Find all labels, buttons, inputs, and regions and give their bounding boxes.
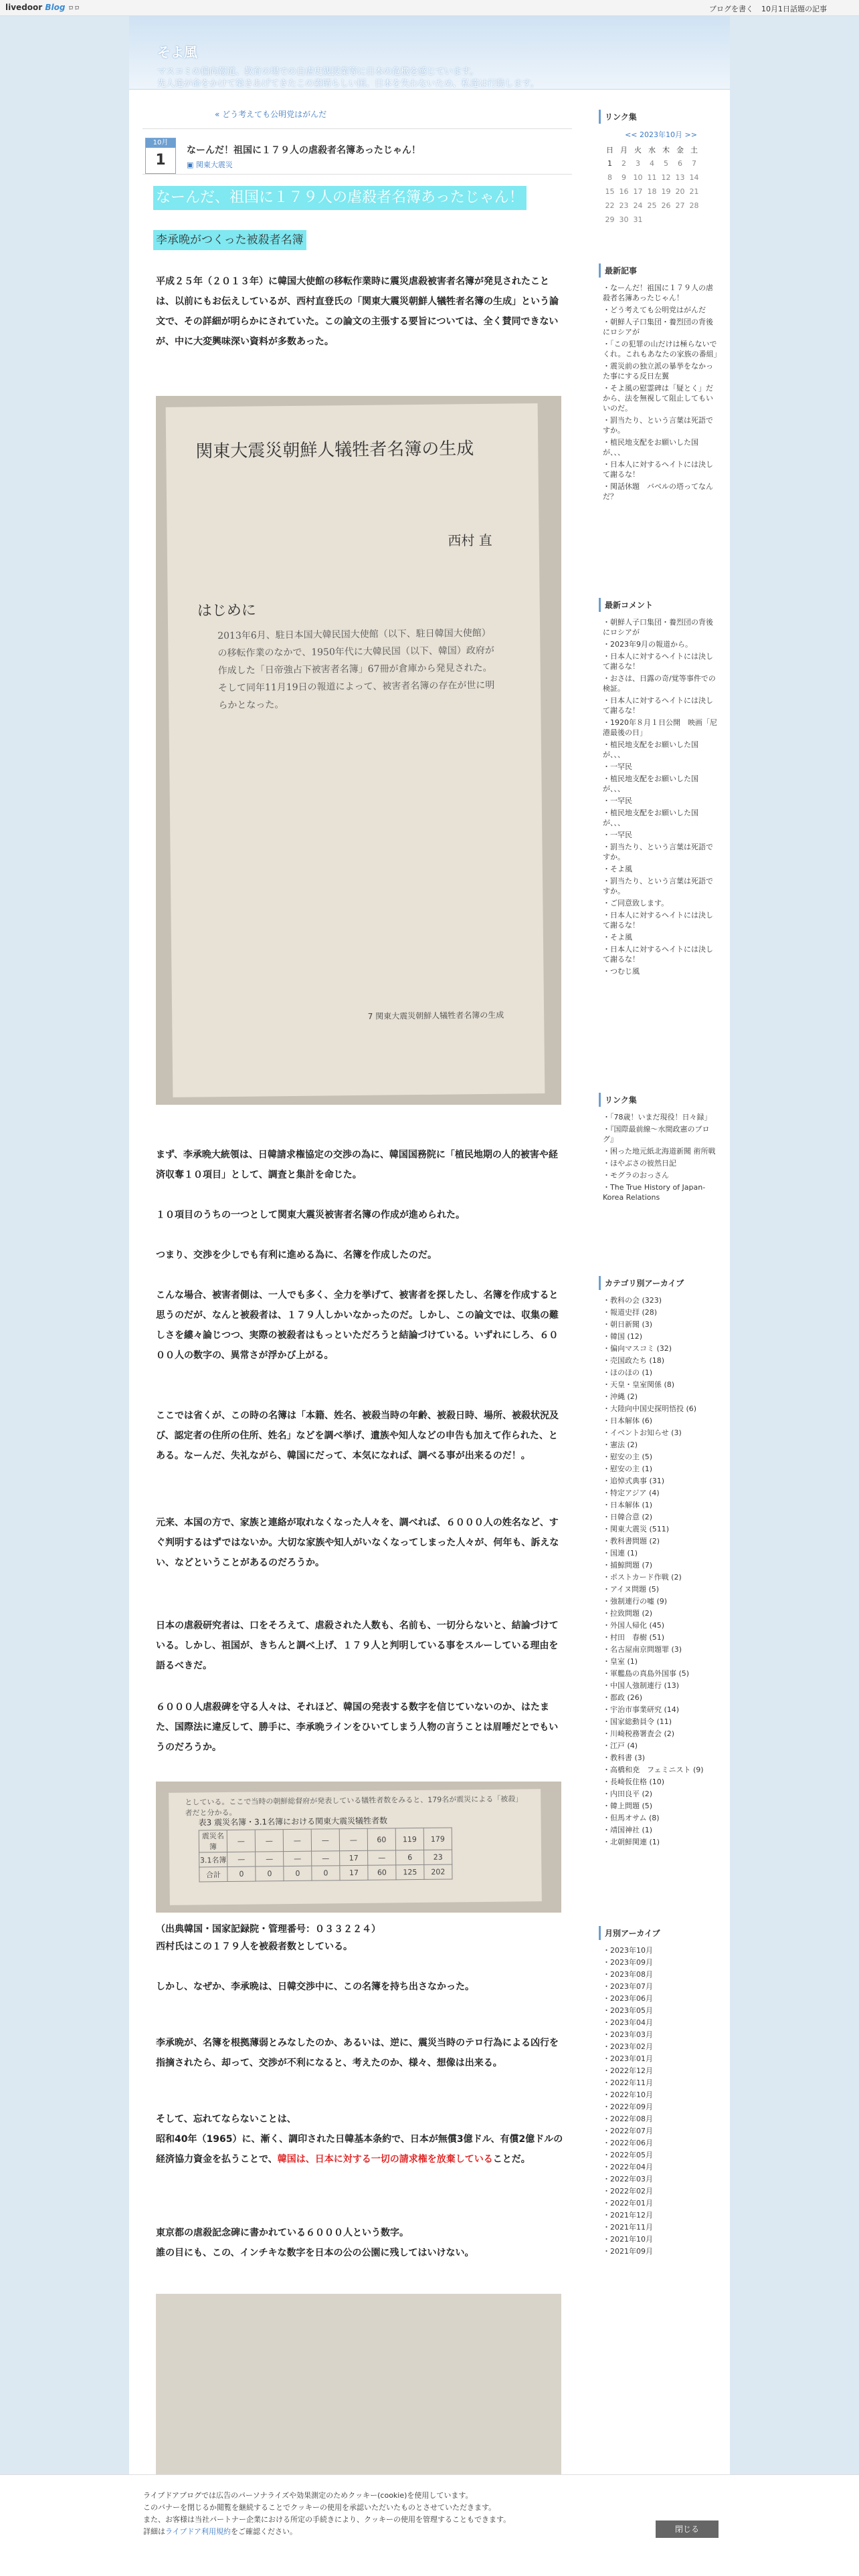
category-link[interactable]: ・天皇・皇室関係 (8) (603, 1380, 675, 1389)
table-paper (169, 1789, 542, 1905)
table-cell: 合計 (199, 1867, 227, 1882)
month-archive-link[interactable]: ・2022年11月 (603, 2078, 653, 2087)
calendar-day: 9 (622, 173, 626, 182)
category-link[interactable]: ・外国人帰化 (45) (603, 1621, 665, 1630)
top-bar (0, 0, 859, 16)
paper-page (166, 403, 545, 1097)
table-cell: 0 (227, 1866, 256, 1881)
calendar-day: 13 (675, 173, 685, 182)
recent-comment-link[interactable]: ・1920年８月１日公開 映画「尼港最後の日」 (603, 718, 717, 737)
cookie-text: また、お客様は当社パートナー企業における所定の手続きにより、クッキーの使用を管理することもできます。 (143, 2515, 511, 2524)
source-note: （出典韓国・国家記録院・管理番号：０３３２２４） (156, 1924, 381, 1935)
category-link[interactable]: ・報道史拝 (28) (603, 1308, 658, 1317)
recent-comment-link[interactable]: ・日本人に対するヘイトには決して謝るな！ (603, 911, 713, 930)
recent-comments-widget (599, 598, 719, 978)
calendar-day: 27 (675, 201, 685, 210)
category-link[interactable]: ・関東大震災 (511) (603, 1525, 670, 1533)
photo-table-top-text: としている。ここで当時の朝鮮総督府が発表している犠牲者数をみると、179名が震災による「被殺」者だと分かる。 (185, 1794, 523, 1818)
calendar-day: 6 (678, 159, 682, 168)
table-cell: 60 (368, 1865, 396, 1880)
paragraph-line: 東京都の虐殺記念碑に書かれている６０００人という数字。 (156, 2228, 409, 2238)
photo-paper-footer: 7 関東大震災朝鮮人犠牲者名簿の生成 (367, 1010, 504, 1021)
month-archive-link[interactable]: ・2021年10月 (603, 2235, 653, 2244)
recent-comment-link[interactable]: ・そよ風 (603, 933, 632, 942)
category-link[interactable]: ・アイヌ問題 (5) (603, 1585, 660, 1594)
month-archive-link[interactable]: ・2023年09月 (603, 1958, 653, 1967)
photo-table-caption: 表3 震災名簿・3.1名簿における関東大震災犠牲者数 (198, 1816, 388, 1828)
paragraph: 平成２５年（２０１３年）に韓国大使館の移転作業時に震災虐殺被害者名簿が発見されたことは、以前にもお伝えしているが、西村直登氏の「関東大震災朝鮮人犠牲者名簿の生成」という論文で、その詳細が明らかにされていた。この論文の主張する要旨については、全く賛同できないが、中に大変興味深い資料が多数あった。 (156, 276, 559, 347)
recent-comment-link[interactable]: ・ご同意致します。 (603, 899, 669, 907)
calendar-day: 18 (647, 187, 657, 196)
recent-comment-link[interactable]: ・日本人に対するヘイトには決して謝るな！ (603, 652, 713, 671)
category-list (599, 1295, 719, 1847)
calendar-day: 20 (675, 187, 685, 196)
page-body (129, 90, 730, 2576)
calendar-day: 21 (689, 187, 699, 196)
date-day: 1 (155, 152, 166, 169)
recent-comment-link[interactable]: ・植民地支配をお願いした国が、、、 (603, 774, 698, 793)
cookie-text (143, 2526, 297, 2537)
blog-title[interactable]: そよ風 (157, 44, 197, 60)
cookie-text: このバナーを閉じるか閲覧を継続することでクッキーの使用を承認いただいたものとさせていただきます。 (143, 2503, 496, 2512)
recent-comment-link[interactable]: ・つむじ風 (603, 967, 640, 976)
category-link[interactable]: ・沖縄 (2) (603, 1392, 638, 1401)
recent-comment-link[interactable]: ・植民地支配をお願いした国が、、、 (603, 740, 698, 759)
external-link[interactable]: ・ほやぶさの彼然日記 (603, 1159, 676, 1168)
table-cell: — (227, 1830, 255, 1852)
category-link[interactable]: ・売国政たち (18) (603, 1356, 665, 1365)
date-month: 10月 (146, 138, 175, 148)
table-cell: 119 (395, 1828, 423, 1850)
category-link[interactable]: ・長崎仮住格 (10) (603, 1778, 665, 1786)
table-cell: 震災名簿 (199, 1830, 227, 1852)
table-cell: — (368, 1850, 396, 1865)
document-photo-1 (156, 396, 561, 1105)
month-archive-link[interactable]: ・2022年02月 (603, 2187, 653, 2195)
category-link[interactable]: ・偏向マスコミ (32) (603, 1344, 672, 1353)
category-link[interactable]: ・国連 (1) (603, 1549, 638, 1558)
table-cell: 17 (340, 1850, 368, 1865)
entry-title[interactable]: なーんだ！祖国に１７９人の虐殺者名簿あったじゃん！ (187, 145, 421, 156)
calendar-day: 26 (661, 201, 671, 210)
paragraph: 元来、本国の方で、家族と連絡が取れなくなった人々を、調べれば、６０００人の姓名など、すぐ判明するはずではないか。大切な家族や知人がいなくなってしまった人々が、何年も、訴えない、などということがあるのだろうか。 (156, 1517, 559, 1568)
category-link[interactable]: ・宇治市事業研究 (14) (603, 1705, 680, 1714)
calendar-day: 15 (605, 187, 615, 196)
category-link[interactable]: ・日韓合意 (2) (603, 1513, 653, 1521)
table-cell: 23 (424, 1850, 452, 1864)
recent-entry-link[interactable]: ・植民地支配をお願いした国が、、、 (603, 438, 698, 457)
calendar-day: 19 (661, 187, 671, 196)
calendar-day: 2 (622, 159, 626, 168)
category-link[interactable]: ・教科の会 (323) (603, 1296, 662, 1305)
table-cell: — (256, 1852, 284, 1866)
calendar-day: 25 (647, 201, 657, 210)
document-photo-2 (156, 2294, 561, 2494)
table-cell: — (311, 1829, 339, 1851)
calendar-day: 24 (633, 201, 643, 210)
calendar-day: 4 (650, 159, 654, 168)
category-link[interactable]: ・教科書問題 (2) (603, 1537, 660, 1545)
logo-blog-text: Blog (45, 3, 66, 12)
widget-heading: 月別アーカイブ (599, 1926, 719, 1940)
category-link[interactable]: ・ほのほの (1) (603, 1368, 653, 1377)
widget-heading: 最新コメント (599, 598, 719, 612)
month-archive-link[interactable]: ・2023年04月 (603, 2018, 653, 2027)
cookie-banner (0, 2474, 859, 2576)
paragraph: １０項目のうちの一つとして関東大震災被害者名簿の作成が進められた。 (156, 1210, 465, 1220)
category-link[interactable]: ・但馬オサム (8) (603, 1814, 660, 1822)
calendar-weekday: 水 (648, 145, 656, 154)
widget-heading: 最新記事 (599, 263, 719, 278)
comments-list (599, 617, 719, 976)
calendar-weekday: 日 (606, 145, 613, 154)
calendar-day: 7 (692, 159, 696, 168)
date-badge (145, 138, 176, 174)
logo-text: livedoor (5, 3, 43, 12)
category-link[interactable]: ・内田良平 (2) (603, 1790, 653, 1798)
category-link[interactable]: ・慰安の主 (1) (603, 1465, 653, 1473)
category-link[interactable]: ・村田 春樹 (51) (603, 1633, 665, 1642)
category-link[interactable]: ・皇室 (1) (603, 1657, 638, 1666)
category-link[interactable]: ・捕鯨問題 (7) (603, 1561, 653, 1570)
recent-comment-link[interactable]: ・2023年9月の報道から。 (603, 640, 692, 649)
links-list (599, 1112, 719, 1202)
photo-table (199, 1827, 453, 1882)
external-link[interactable]: ・The True History of Japan-Korea Relations (603, 1183, 706, 1202)
paragraph: ６０００人虐殺碑を守る人々は、それほど、韓国の発表する数字を信じていないのか、はたまた、国際法に違反して、勝手に、李承晩ラインをひいてしまう人物の言うことは眉唾だとでもいうのだろうか。 (156, 1702, 559, 1753)
calendar-day: 31 (633, 215, 643, 224)
category-link[interactable]: ・慰安の主 (5) (603, 1453, 653, 1461)
calendar-day (687, 213, 701, 227)
month-list (599, 1945, 719, 2256)
paragraph: まず、李承晩大統領は、日韓請求権協定の交渉の為に、韓国国務院に「植民地期の人的被害や経済収奪１０項目」として、調査と集計を命じた。 (156, 1150, 558, 1180)
logo-sub: ロロ (68, 5, 80, 12)
paragraph-line: そして、忘れてならないことは、 (156, 2114, 296, 2125)
widget-heading: カテゴリ別アーカイブ (599, 1276, 719, 1290)
category-archive-widget (599, 1276, 719, 1849)
calendar-day: 28 (689, 201, 699, 210)
external-link[interactable]: ・モグラのおっさん (603, 1171, 669, 1180)
calendar-weekday: 火 (634, 145, 642, 154)
month-archive-link[interactable]: ・2022年01月 (603, 2199, 653, 2208)
highlight-heading-1: なーんだ、祖国に１７９人の虐殺者名簿あったじゃん！ (153, 186, 527, 210)
photo-paper-heading: はじめに (197, 602, 256, 620)
month-archive-link[interactable]: ・2022年10月 (603, 2090, 653, 2099)
recent-entry-link[interactable]: ・日本人に対するヘイトには決して謝るな！ (603, 460, 713, 479)
category-link[interactable]: ・日本解体 (1) (603, 1501, 653, 1509)
month-archive-link[interactable]: ・2023年01月 (603, 2054, 653, 2063)
calendar-day: 16 (619, 187, 629, 196)
category-link[interactable]: ・国家総動員令 (11) (603, 1717, 672, 1726)
recent-comment-link[interactable]: ・罰当たり、という言葉は死語ですか。 (603, 843, 713, 861)
category-link[interactable]: ・都政 (26) (603, 1693, 643, 1702)
calendar-day: 17 (633, 187, 643, 196)
calendar-day: 23 (619, 201, 629, 210)
category-link[interactable]: ・江戸 (4) (603, 1741, 638, 1750)
links-widget (599, 1093, 719, 1204)
table-cell: 179 (423, 1828, 452, 1850)
calendar-day (645, 213, 659, 227)
paragraph-line (156, 2129, 564, 2169)
calendar-widget (599, 110, 719, 227)
month-archive-link[interactable]: ・2022年12月 (603, 2066, 653, 2075)
category-link[interactable]: ・韓国 (12) (603, 1332, 643, 1341)
recent-entry-link[interactable]: ・朝鮮人子口集団・養烈団の背後にロシアが (603, 318, 713, 336)
recent-comment-link[interactable]: ・日本人に対するヘイトには決して謝るな！ (603, 696, 713, 715)
recent-entry-link[interactable]: ・どう考えても公明党はがんだ (603, 306, 706, 314)
month-archive-link[interactable]: ・2022年03月 (603, 2175, 653, 2183)
recent-comment-link[interactable]: ・おさは、日露の奇/覚等事件での検証。 (603, 674, 716, 693)
month-archive-link[interactable]: ・2021年11月 (603, 2223, 653, 2232)
table-cell: 125 (396, 1864, 424, 1879)
table-cell: — (312, 1851, 340, 1866)
category-link[interactable]: ・靖国神社 (1) (603, 1826, 653, 1834)
prev-entry-link[interactable]: « どう考えても公明党はがんだ (215, 110, 327, 119)
calendar-day: 14 (689, 173, 699, 182)
recent-comment-link[interactable]: ・朝鮮人子口集団・養烈団の背後にロシアが (603, 618, 713, 637)
month-archive-link[interactable]: ・2022年05月 (603, 2151, 653, 2159)
recent-entry-link[interactable]: ・震災前の独立派の暴挙をなかった事にする反日左翼 (603, 362, 713, 381)
table-cell: — (284, 1851, 312, 1866)
calendar-day: 8 (607, 173, 612, 182)
recent-entry-link[interactable]: ・そよ風の慰霊碑は「疑とく」だから、法を無視して阻止してもいいのだ。 (603, 384, 713, 413)
calendar-day: 30 (619, 215, 629, 224)
calendar-day: 29 (605, 215, 615, 224)
paragraph: 西村氏はこの１７９人を被殺者数としている。 (156, 1941, 353, 1952)
category-link[interactable]: ・大陸向中国史探明悟投 (6) (603, 1404, 697, 1413)
photo-paper-author: 西村 直 (448, 532, 492, 549)
recent-comment-link[interactable]: ・そよ風 (603, 865, 632, 873)
category-link[interactable]: ・韓上問題 (5) (603, 1802, 653, 1810)
external-link[interactable]: ・困った地元紙北海道新聞 術所戦 (603, 1147, 716, 1156)
calendar-weekday: 木 (662, 145, 670, 154)
calendar-day: 3 (636, 159, 640, 168)
cookie-text-part: 詳細は (143, 2527, 165, 2536)
table-cell: 202 (424, 1864, 452, 1879)
calendar-weekday: 月 (620, 145, 628, 154)
calendar-day[interactable]: 1 (607, 159, 612, 168)
month-archive-link[interactable]: ・2023年10月 (603, 1946, 653, 1955)
paragraph: しかし、なぜか、李承晩は、日韓交渉中に、この名簿を持ち出さなかった。 (156, 1981, 474, 1992)
photo-paper-title: 関東大震災朝鮮人犠牲者名簿の生成 (195, 439, 474, 462)
month-archive-link[interactable]: ・2023年08月 (603, 1970, 653, 1979)
category-link[interactable]: ・名古屋南京問題罪 (3) (603, 1645, 682, 1654)
calendar-weekday: 金 (676, 145, 684, 154)
calendar-day (659, 213, 673, 227)
calendar (603, 129, 719, 227)
calendar-nav[interactable]: << 2023年10月 >> (625, 130, 697, 139)
blog-description-2: 先人達が命をかけて築きあげてきたこの素晴らしい国、日本を失わないため、私達は行動します。 (157, 79, 539, 89)
entry-category[interactable] (187, 159, 233, 170)
livedoor-blog-logo[interactable] (5, 3, 80, 12)
table-cell: 0 (256, 1866, 284, 1881)
table-cell: 17 (340, 1865, 368, 1880)
category-label: 関東大震災 (195, 160, 233, 169)
recent-entry-link[interactable]: ・「この犯罪の山だけは極らないでくれ。これもあなたの家族の番組」 (603, 340, 721, 358)
table-cell: 0 (284, 1866, 312, 1881)
category-link[interactable]: ・特定アジア (4) (603, 1489, 660, 1497)
table-cell: 6 (396, 1850, 424, 1864)
month-archive-link[interactable]: ・2022年09月 (603, 2103, 653, 2111)
month-archive-link[interactable]: ・2023年02月 (603, 2042, 653, 2051)
paragraph: こんな場合、被害者側は、一人でも多く、全力を挙げて、被害者を探したし、名簿を作成すると思うのだが、なんと被殺者は、１７９人しかいなかったのだ。しかし、この論文では、収集の難しさを縷々論じつつ、実際の被殺者はもっといただろうと結論づけている。いずれにしろ、６０００人の数字の、異常さが浮かび上がる。 (156, 1290, 559, 1361)
category-link[interactable]: ・イベントお知らせ (3) (603, 1428, 682, 1437)
calendar-day (673, 213, 687, 227)
month-archive-link[interactable]: ・2022年08月 (603, 2115, 653, 2123)
terms-link[interactable]: ライブドア利用規約 (165, 2527, 231, 2536)
category-link[interactable]: ・軍艦島の真島外国事 (5) (603, 1669, 690, 1678)
external-link[interactable]: ・『国際最前線～水間政憲のブログ』 (603, 1125, 710, 1144)
month-archive-link[interactable]: ・2023年07月 (603, 1982, 653, 1991)
calendar-day: 12 (661, 173, 671, 182)
calendar-weekday: 土 (690, 145, 698, 154)
calendar-day: 10 (633, 173, 643, 182)
category-link[interactable]: ・朝日新聞 (3) (603, 1320, 653, 1329)
category-link[interactable]: ・北朝鮮関連 (1) (603, 1838, 660, 1846)
paragraph: 日本の虐殺研究者は、口をそろえて、虐殺された人数も、名前も、一切分らないと、結論づけている。しかし、祖国が、きちんと調べ上げ、１７９人と判明している事をスルーしている理由を語るべきだ。 (156, 1620, 559, 1671)
month-archive-link[interactable]: ・2022年06月 (603, 2139, 653, 2147)
category-link[interactable]: ・追悼式典事 (31) (603, 1477, 665, 1485)
month-archive-link[interactable]: ・2023年05月 (603, 2006, 653, 2015)
red-emphasis: 韓国は、日本に対する一切の請求権を放棄している (277, 2154, 493, 2165)
recent-list (599, 283, 719, 502)
recent-comment-link[interactable]: ・一罕民 (603, 762, 632, 771)
paragraph-text: ことだ。 (492, 2154, 531, 2165)
recent-comment-link[interactable]: ・植民地支配をお願いした国が、、、 (603, 809, 698, 827)
month-archive-widget (599, 1926, 719, 2258)
widget-heading: リンク集 (599, 110, 719, 124)
category-link[interactable]: ・川崎税務署査会 (2) (603, 1729, 675, 1738)
blog-description-1: マスコミの偏向報道、教育の場での自虐史観授業等に日本の危機を感じています。 (157, 67, 478, 77)
category-link[interactable]: ・拉致問題 (2) (603, 1609, 653, 1618)
paragraph-line: 誰の目にも、この、インチキな数字を日本の公の公園に残してはいけない。 (156, 2248, 474, 2258)
recent-entry-link[interactable]: ・なーんだ！祖国に１７９人の虐殺者名簿あったじゃん！ (603, 284, 713, 302)
month-archive-link[interactable]: ・2022年07月 (603, 2127, 653, 2135)
calendar-day: 22 (605, 201, 615, 210)
calendar-day: 11 (647, 173, 657, 182)
recent-entry-link[interactable]: ・罰当たり、という言葉は死語ですか。 (603, 416, 713, 435)
paragraph: ここでは省くが、この時の名簿は「本籍、姓名、被殺当時の年齢、被殺日時、場所、被殺状況及び、認定者の住所の住所、姓名」などを調べ挙げ、遺族や知人などの申告も加えて作られた、とある。なーんだ、失礼ながら、韓国にだって、本気になれば、調べる事が出来るのだ！。 (156, 1410, 559, 1461)
paragraph-emphasis (156, 2109, 564, 2169)
paragraph: 李承晩が、名簿を根拠薄弱とみなしたのか、あるいは、逆に、震災当時のテロ行為による凶行を指摘されたら、却って、交渉が不利になると、考えたのか、様々、想像は出来る。 (156, 2038, 559, 2068)
paragraph-text: 昭和40年（1965）に、漸く、調印された日韓基本条約で、日本が無償3億ドル、有償2億ドルの経済協力資金を払うことで、 (156, 2134, 563, 2165)
divider (142, 128, 572, 129)
category-link[interactable]: ・ポストカード作戦 (2) (603, 1573, 682, 1582)
paragraph (156, 2223, 564, 2263)
cookie-text-part: をご確認ください。 (231, 2527, 298, 2536)
cookie-close-button[interactable]: 閉じる (656, 2520, 719, 2538)
month-archive-link[interactable]: ・2023年06月 (603, 1994, 653, 2003)
highlight-heading-2: 李承晩がつくった被殺者名簿 (153, 230, 306, 250)
recent-comment-link[interactable]: ・罰当たり、という言葉は死語ですか。 (603, 877, 713, 895)
table-cell: — (339, 1828, 367, 1850)
table-cell: 3.1名簿 (199, 1852, 227, 1867)
recent-comment-link[interactable]: ・日本人に対するヘイトには決して謝るな！ (603, 945, 713, 964)
category-link[interactable]: ・日本解体 (6) (603, 1416, 653, 1425)
recent-comment-link[interactable]: ・一罕民 (603, 831, 632, 839)
divider (142, 174, 572, 175)
calendar-day: 5 (664, 159, 668, 168)
recent-entries-widget (599, 263, 719, 504)
category-link[interactable]: ・高橋和尭 フェミニスト (9) (603, 1765, 704, 1774)
topics-link[interactable]: 10月1日話題の記事 (761, 5, 827, 13)
category-link[interactable]: ・憲法 (2) (603, 1440, 638, 1449)
month-archive-link[interactable]: ・2021年09月 (603, 2247, 653, 2256)
category-link[interactable]: ・教科書 (3) (603, 1753, 646, 1762)
blog-header (129, 16, 730, 90)
folder-icon: ▣ (187, 160, 196, 169)
write-blog-link[interactable]: ブログを書く (709, 5, 753, 13)
photo-paper-body: 2013年6月、駐日本国大韓民国大使館（以下、駐日韓国大使館）の移転作業のなかで、1950年代に大韓民国（以下、韓国）政府が作成した「日帝強占下被害者名簿」67冊が倉庫から発見された。そして同年11月19日の報道によって、被害者名簿の存在が世に明らかとなった。 (217, 627, 495, 712)
paragraph: つまり、交渉を少しでも有利に進める為に、名簿を作成したのだ。 (156, 1250, 437, 1261)
category-link[interactable]: ・中国人強制連行 (13) (603, 1681, 680, 1690)
table-cell: — (283, 1829, 311, 1851)
recent-comment-link[interactable]: ・一罕民 (603, 796, 632, 805)
cookie-text: ライブドアブログでは広告のパーソナライズや効果測定のためクッキー(cookie)を使用しています。 (143, 2491, 473, 2500)
month-archive-link[interactable]: ・2023年03月 (603, 2030, 653, 2039)
table-cell: 0 (312, 1866, 340, 1881)
category-link[interactable]: ・強制連行の嘘 (9) (603, 1597, 668, 1606)
widget-heading: リンク集 (599, 1093, 719, 1107)
external-link[interactable]: ・「78歳！いまだ現役！日々録」 (603, 1113, 712, 1121)
table-cell: — (255, 1830, 283, 1852)
recent-entry-link[interactable]: ・関話休題 バベルの塔ってなんだ？ (603, 482, 713, 501)
table-cell: — (227, 1852, 256, 1866)
month-archive-link[interactable]: ・2022年04月 (603, 2163, 653, 2171)
table-photo (156, 1782, 561, 1913)
month-archive-link[interactable]: ・2021年12月 (603, 2211, 653, 2220)
table-cell: 60 (367, 1828, 395, 1850)
calendar-grid (603, 142, 701, 227)
